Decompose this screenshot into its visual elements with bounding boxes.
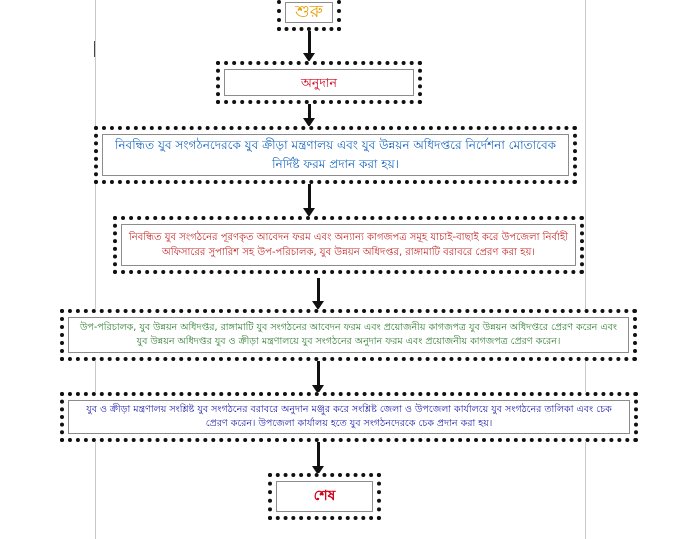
end-node (268, 473, 381, 520)
step-4-text: উপ-পরিচালক, যুব উন্নয়ন অধিদপ্তর, রাঙ্গামাটি যুব সংগঠনের আবেদন ফরম এবং প্রয়োজনীয় কাগজপত্র যুব উন্নয়ন অধিদপ্তরে প্রেরণ করেন এবং যুব উন্নয়ন অধিদপ্তর যুব ও ক্রীড়া মন্ত্রণালয়ে যুব সংগঠনের অনুদান ফরম এবং প্রয়োজনীয় কাগজপত্র প্রেরণ করেন। (80, 321, 617, 347)
step-3-text: নিবন্ধিত যুব সংগঠনের পূরণকৃত আবেদন ফরম এবং অন্যান্য কাগজপত্র সমূহ যাচাই-বাছাই করে উপজেলা নির্বাহী অফিসারের সুপারিশ সহ উপ-পরিচালক, যুব উন্নয়ন অধিদপ্তর, রাঙ্গামাটি বরাবরে প্রেরণ করা হয়। (128, 232, 569, 258)
page-margin-left (95, 0, 96, 539)
step-4-inner (68, 317, 629, 353)
page-margin-right (585, 0, 586, 539)
step-2-box (94, 126, 577, 184)
start-node-inner (285, 2, 333, 23)
step-1-box (216, 61, 422, 104)
step-2-inner (102, 134, 569, 176)
step-3-inner (121, 224, 576, 266)
step-2-text: নিবন্ধিত যুব সংগঠনদেরকে যুব ক্রীড়া মন্ত্রণালয় এবং যুব উন্নয়ন অধিদপ্তরে নির্দেশনা মোতাবেক নির্দিষ্ট ফরম প্রদান করা হয়। (114, 138, 557, 171)
end-label: শেষ (313, 487, 336, 504)
step-5-inner (68, 400, 630, 434)
step-5-text: যুব ও ক্রীড়া মন্ত্রণালয় সংশ্লিষ্ট যুব সংগঠনের বরাবরে অনুদান মঞ্জুর করে সংশ্লিষ্ট জেলা ও উপজেলা কার্যালয়ে যুব সংগঠনের তালিকা এবং চেক প্রেরণ করেন। উপজেলা কার্যালয় হতে যুব সংগঠনদেরকে চেক প্রদান করা হয়। (86, 403, 612, 429)
step-3-box (113, 216, 584, 274)
end-node-inner (276, 481, 373, 512)
step-1-inner (224, 69, 414, 96)
start-label: শুরু (295, 2, 323, 23)
step-4-box (60, 309, 637, 361)
step-1-label: অনুদান (301, 74, 337, 90)
step-5-box (60, 392, 638, 442)
text-cursor (94, 41, 95, 57)
start-node (277, 0, 341, 31)
